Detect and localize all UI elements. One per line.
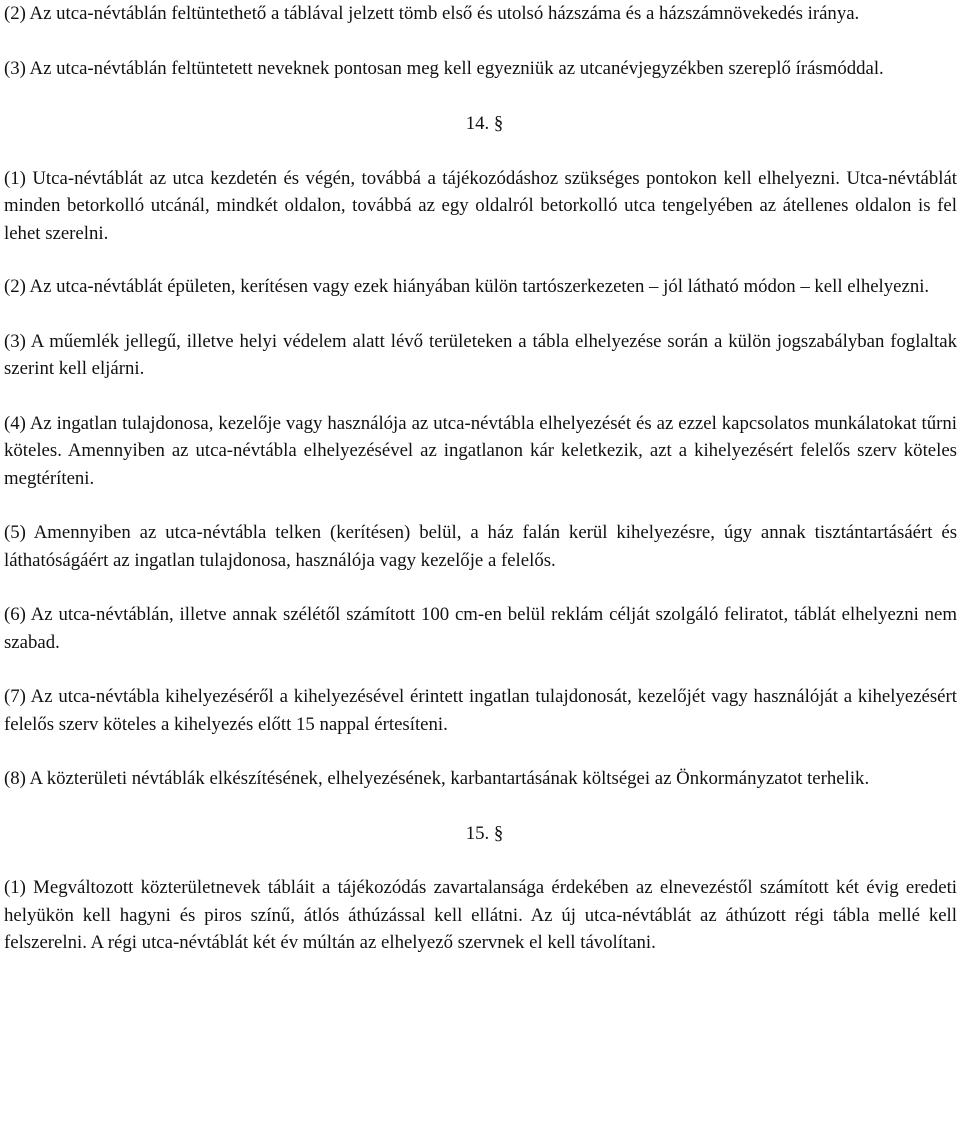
- paragraph-14-4: (4) Az ingatlan tulajdonosa, kezelője vagy használója az utca-névtábla elhelyezését és az ezzel kapcsolatos munkálatokat tűrni köteles. Amennyiben az utca-névtábla elhelyezésével az ingatlanon kár keletkezik, azt a kihelyezésért felelős szerv köteles megtéríteni.: [4, 412, 957, 489]
- paragraph-13-2: (2) Az utca-névtáblán feltüntethető a táblával jelzett tömb első és utolsó házszáma és a házszámnövekedés iránya.: [4, 3, 860, 24]
- paragraph-14-7: (7) Az utca-névtábla kihelyezéséről a kihelyezésével érintett ingatlan tulajdonosát, kezelőjét vagy használóját a kihelyezésért felelős szerv köteles a kihelyezés előtt 15 nappal értesíteni.: [4, 686, 957, 735]
- paragraph-14-8: (8) A közterületi névtáblák elkészítésének, elhelyezésének, karbantartásának költségei az Önkormányzatot terhelik.: [4, 768, 870, 789]
- section-heading-15: 15. §: [465, 822, 504, 844]
- paragraph-14-2: (2) Az utca-névtáblát épületen, kerítésen vagy ezek hiányában külön tartószerkezeten – jól látható módon – kell elhelyezni.: [4, 276, 930, 297]
- paragraph-14-3: (3) A műemlék jellegű, illetve helyi védelem alatt lévő területeken a tábla elhelyezése során a külön jogszabályban foglaltak szerint kell eljárni.: [4, 330, 957, 379]
- document-page: [4, 0, 957, 957]
- paragraph-13-3: (3) Az utca-névtáblán feltüntetett neveknek pontosan meg kell egyezniük az utcanévjegyzékben szereplő írásmóddal.: [4, 57, 884, 79]
- paragraph-14-6: (6) Az utca-névtáblán, illetve annak szélétől számított 100 cm-en belül reklám célját szolgáló feliratot, táblát elhelyezni nem szabad.: [4, 604, 957, 653]
- section-heading-14: 14. §: [465, 113, 504, 134]
- paragraph-15-1: (1) Megváltozott közterületnevek tábláit a tájékozódás zavartalansága érdekében az elnevezéstől számított két évig eredeti helyükön kell hagyni és piros színű, átlós áthúzással kell ellátni. Az új utca-névtáblát az áthúzott régi tábla mellé kell felszerelni. A régi utca-névtáblát két év múltán az elhelyező szervnek el kell távolítani.: [4, 877, 957, 953]
- paragraph-14-1: (1) Utca-névtáblát az utca kezdetén és végén, továbbá a tájékozódáshoz szükséges pontokon kell elhelyezni. Utca-névtáblát minden betorkolló utcánál, mindkét oldalon, továbbá az egy oldalról betorkolló utca tengelyében az átellenes oldalon is fel lehet szerelni.: [4, 167, 957, 244]
- paragraph-14-5: (5) Amennyiben az utca-névtábla telken (kerítésen) belül, a ház falán kerül kihelyezésre, úgy annak tisztántartásáért és láthatóságáért az ingatlan tulajdonosa, használója vagy kezelője a felelős.: [4, 522, 957, 571]
